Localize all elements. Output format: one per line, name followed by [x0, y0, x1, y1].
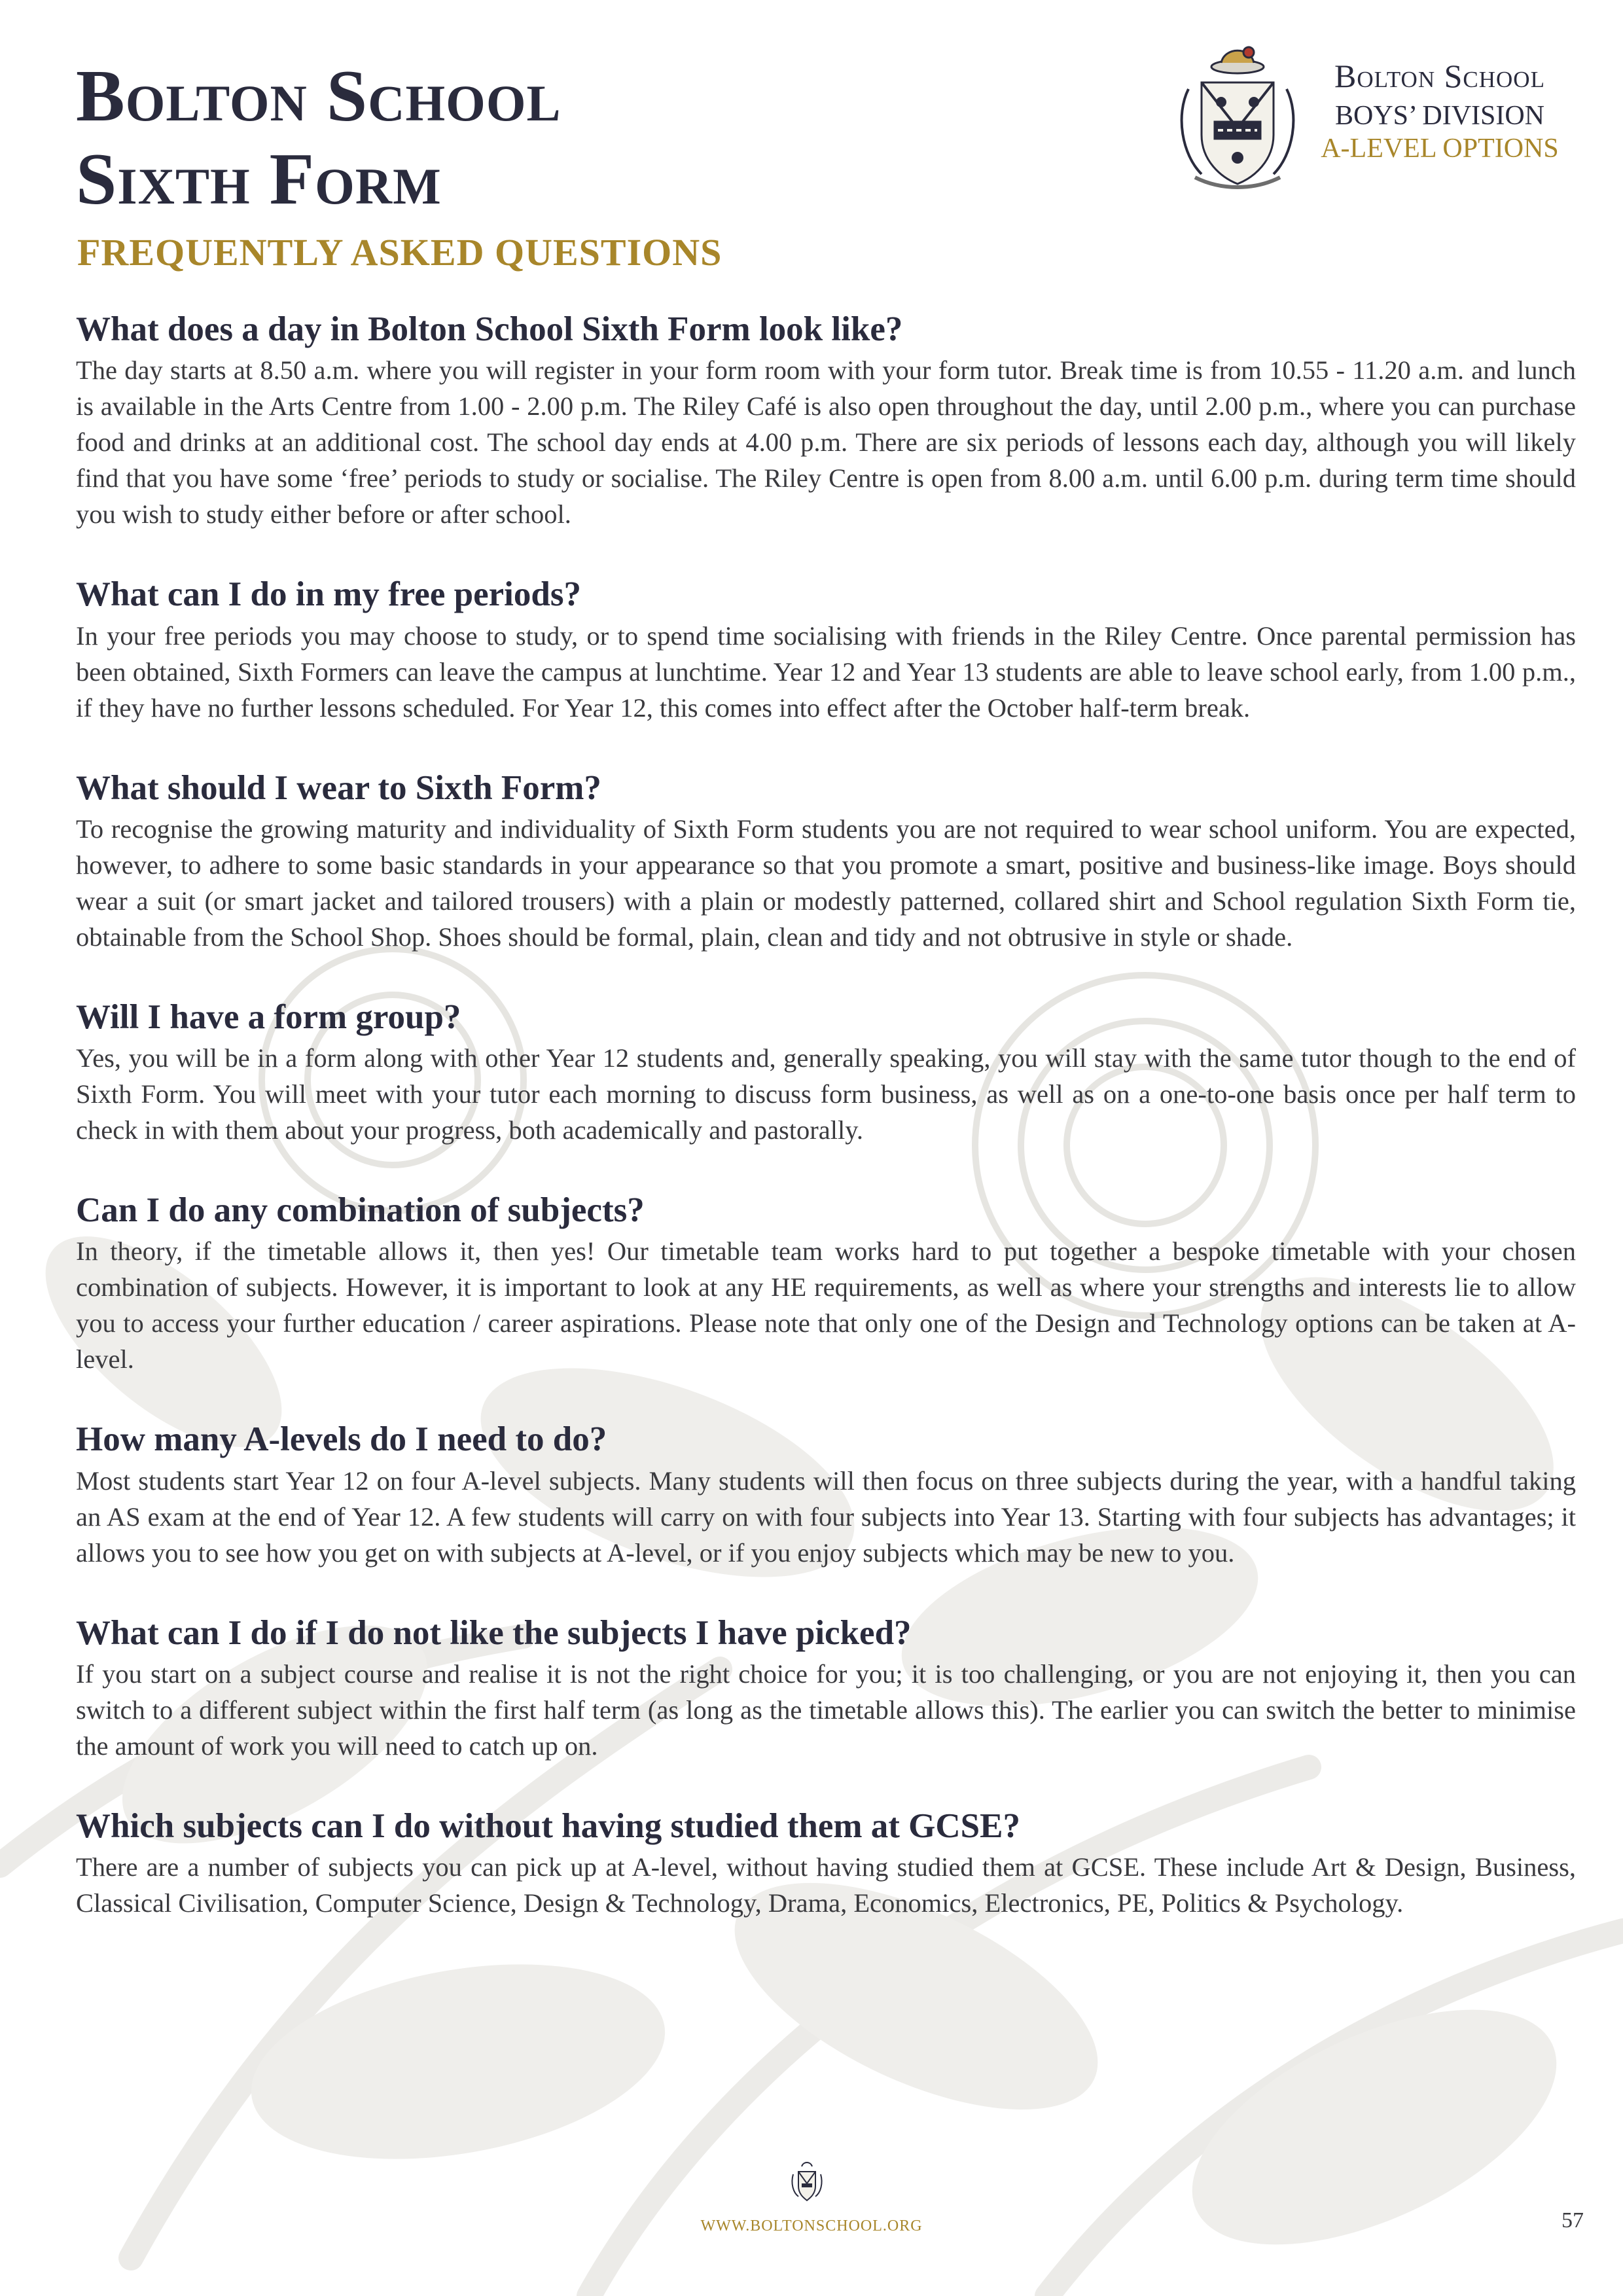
- footer-crest-icon: [791, 2160, 823, 2203]
- faq-question: What can I do in my free periods?: [76, 575, 581, 614]
- faq-question: How many A-levels do I need to do?: [76, 1420, 607, 1459]
- faq-answer: In theory, if the timetable allows it, then yes! Our timetable team works hard to put together a bespoke timetable with your chosen combination of subjects. However, it is important to look at any HE requirements, as well as where your strengths and interests lie to allow you to access your further education / career aspirations. Please note that only one of the Design and Technology options can be taken at A-level.: [76, 1236, 1576, 1374]
- faq-item: [76, 1420, 1576, 1570]
- faq-question: Will I have a form group?: [76, 997, 461, 1036]
- page-number: 57: [1561, 2208, 1584, 2233]
- faq-list: [76, 310, 1576, 1964]
- page-title: [76, 55, 562, 221]
- faq-answer: If you start on a subject course and realise it is not the right choice for you; it is too challenging, or you are not enjoying it, then you can switch to a different subject within the first half term (as long as the timetable allows this). The earlier you can switch the better to minimise the amount of work you will need to catch up on.: [76, 1659, 1576, 1761]
- faq-item: [76, 1807, 1576, 1921]
- faq-answer: There are a number of subjects you can pick up at A-level, without having studied them at GCSE. These include Art & Design, Business, Classical Civilisation, Computer Science, Design & Technology, Drama, Economics, Electronics, PE, Politics & Psychology.: [76, 1852, 1576, 1918]
- faq-answer: The day starts at 8.50 a.m. where you will register in your form room with your form tutor. Break time is from 10.55 - 11.20 a.m. and lunch is available in the Arts Centre from 1.00 - 2.00 p.m. The Riley Café is also open throughout the day, until 2.00 p.m., where you can purchase food and drinks at an additional cost. The school day ends at 4.00 p.m. There are six periods of lessons each day, although you will likely find that you have some ‘free’ periods to study or socialise. The Riley Centre is open from 8.00 a.m. until 6.00 p.m. during term time should you wish to study either before or after school.: [76, 355, 1576, 529]
- faq-item: [76, 1614, 1576, 1764]
- footer-website-link[interactable]: WWW.BOLTONSCHOOL.ORG: [700, 2217, 923, 2234]
- faq-item: [76, 769, 1576, 955]
- page-subtitle: FREQUENTLY ASKED QUESTIONS: [77, 231, 722, 274]
- faq-item: [76, 310, 1576, 532]
- faq-question: What does a day in Bolton School Sixth Form look like?: [76, 310, 903, 348]
- faq-answer: In your free periods you may choose to study, or to spend time socialising with friends in the Riley Centre. Once parental permission has been obtained, Sixth Formers can leave the campus at lunchtime. Year 12 and Year 13 students are able to leave school early, from 1.00 p.m., if they have no further lessons scheduled. For Year 12, this comes into effect after the October half-term break.: [76, 620, 1576, 723]
- brand-section: A-LEVEL OPTIONS: [1321, 133, 1559, 164]
- faq-answer: To recognise the growing maturity and individuality of Sixth Form students you are not required to wear school uniform. You are expected, however, to adhere to some basic standards in your appearance so that you promote a smart, positive and business-like image. Boys should wear a suit (or smart jacket and tailored trousers) with a plain or modestly patterned, collared shirt and School regulation Sixth Form tie, obtainable from the School Shop. Shoes should be formal, plain, clean and tidy and not obtrusive in style or shade.: [76, 814, 1576, 952]
- faq-question: Can I do any combination of subjects?: [76, 1191, 645, 1230]
- faq-question: Which subjects can I do without having studied them at GCSE?: [76, 1807, 1021, 1846]
- faq-item: [76, 575, 1576, 725]
- brand-school-name: Bolton School: [1334, 58, 1545, 94]
- title-line-2: Sixth Form: [76, 138, 442, 220]
- faq-question: What can I do if I do not like the subjects I have picked?: [76, 1613, 912, 1652]
- faq-answer: Yes, you will be in a form along with other Year 12 students and, generally speaking, you will stay with the same tutor though to the end of Sixth Form. You will meet with your tutor each morning to discuss form business, as well as on a one-to-one basis once per half term to check in with them about your progress, both academically and pastorally.: [76, 1043, 1576, 1145]
- school-crest-icon: [1175, 43, 1300, 195]
- brand-division: BOYS’ DIVISION: [1334, 100, 1545, 131]
- faq-item: [76, 1191, 1576, 1377]
- faq-item: [76, 998, 1576, 1148]
- faq-question: What should I wear to Sixth Form?: [76, 768, 601, 807]
- title-line-1: Bolton School: [76, 56, 562, 137]
- branding-block: [1302, 58, 1577, 165]
- faq-answer: Most students start Year 12 on four A-level subjects. Many students will then focus on three subjects during the year, with a handful taking an AS exam at the end of Year 12. A few students will carry on with four subjects into Year 13. Starting with four subjects has advantages; it allows you to see how you get on with subjects at A-level, or if you enjoy subjects which may be new to you.: [76, 1465, 1576, 1568]
